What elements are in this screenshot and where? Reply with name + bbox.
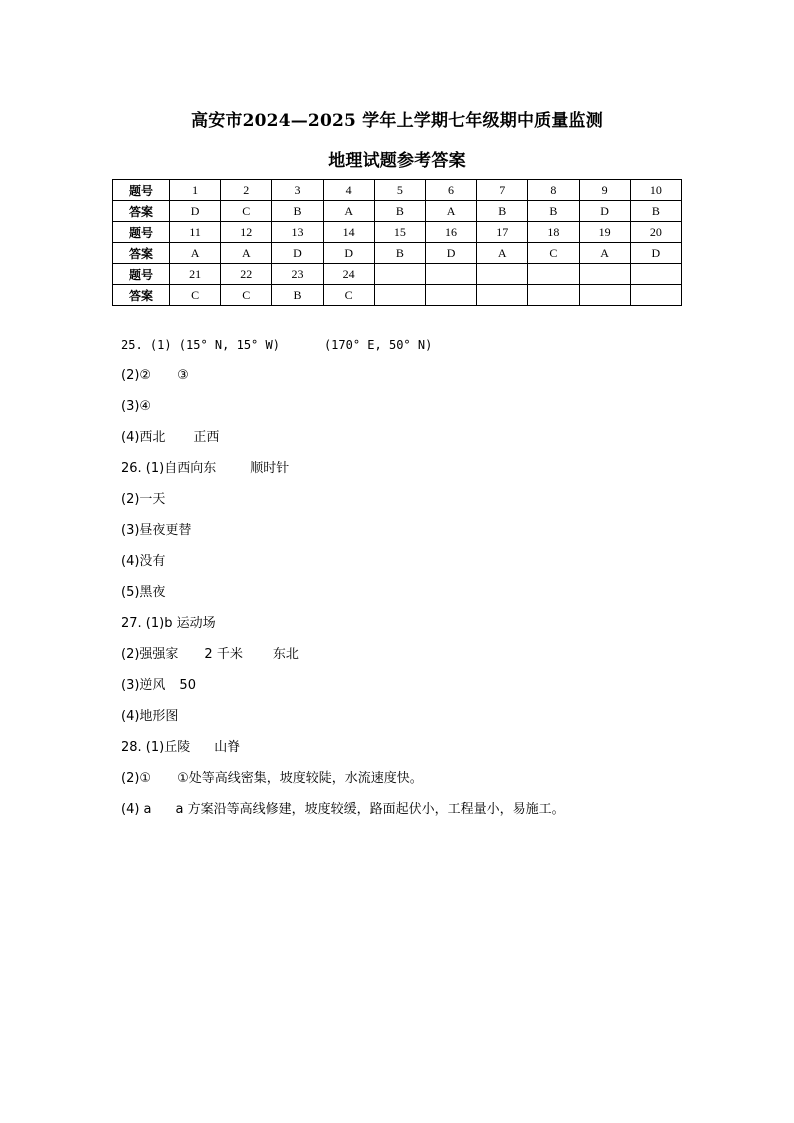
q27-part2-b: 2 千米	[204, 647, 243, 662]
q27-part1	[121, 613, 565, 644]
table-row-header: 答案	[113, 243, 170, 264]
table-row-header: 题号	[113, 264, 170, 285]
page-title: 高安市2024—2025 学年上学期七年级期中质量监测	[191, 111, 603, 131]
table-cell	[579, 285, 630, 306]
table-cell: 16	[425, 222, 476, 243]
table-cell: C	[170, 285, 221, 306]
table-cell: D	[272, 243, 323, 264]
table-row	[113, 264, 682, 285]
q27-part3	[121, 675, 565, 706]
table-cell: 23	[272, 264, 323, 285]
q25-part4-a: (4)西北	[121, 430, 166, 445]
table-cell: B	[374, 243, 425, 264]
table-cell: A	[477, 243, 528, 264]
table-cell: 2	[221, 180, 272, 201]
table-row-header: 答案	[113, 285, 170, 306]
table-cell: 6	[425, 180, 476, 201]
q25-part3-text: (3)④	[121, 399, 152, 414]
table-cell: 19	[579, 222, 630, 243]
q28-part1-b: 山脊	[214, 740, 241, 755]
table-cell	[579, 264, 630, 285]
q28-part4-a: (4) a	[121, 802, 152, 817]
table-cell	[374, 285, 425, 306]
q28-part1-a: 28. (1)丘陵	[121, 740, 191, 755]
table-cell: 7	[477, 180, 528, 201]
table-cell	[425, 264, 476, 285]
q26-part5-text: (5)黑夜	[121, 585, 166, 600]
table-cell	[477, 285, 528, 306]
q28-part2-a: (2)①	[121, 771, 152, 786]
table-row	[113, 201, 682, 222]
table-cell: 11	[170, 222, 221, 243]
q28-part1	[121, 737, 565, 768]
q26-part2-text: (2)一天	[121, 492, 166, 507]
q25-part1-b: (170° E, 50° N)	[323, 338, 433, 352]
q26-part4	[121, 551, 565, 582]
table-cell	[630, 264, 681, 285]
table-cell: B	[477, 201, 528, 222]
table-cell: A	[170, 243, 221, 264]
q25-part1	[121, 334, 565, 365]
table-cell: D	[323, 243, 374, 264]
q26-part5	[121, 582, 565, 613]
q28-part4	[121, 799, 565, 830]
q27-part2-a: (2)强强家	[121, 647, 179, 662]
table-row	[113, 285, 682, 306]
q26-part4-text: (4)没有	[121, 554, 166, 569]
table-cell: 24	[323, 264, 374, 285]
q28-part4-b: a 方案沿等高线修建，坡度较缓，路面起伏小，工程量小，易施工。	[175, 802, 565, 817]
table-row	[113, 180, 682, 201]
q26-part3	[121, 520, 565, 551]
q27-part4	[121, 706, 565, 737]
table-cell: C	[221, 201, 272, 222]
q25-part2-b: ③	[177, 368, 189, 383]
q27-part1-text: 27. (1)b 运动场	[121, 616, 216, 631]
answers-section	[121, 334, 565, 830]
table-cell: 8	[528, 180, 579, 201]
q25-part2-a: (2)②	[121, 368, 152, 383]
table-cell: B	[630, 201, 681, 222]
q25-part3	[121, 396, 565, 427]
table-cell	[630, 285, 681, 306]
table-cell: 13	[272, 222, 323, 243]
table-cell: 15	[374, 222, 425, 243]
table-cell	[374, 264, 425, 285]
table-cell: B	[272, 285, 323, 306]
table-cell: 5	[374, 180, 425, 201]
table-cell: 22	[221, 264, 272, 285]
q26-part1-b: 顺时针	[250, 461, 290, 476]
table-cell: B	[528, 201, 579, 222]
q26-part3-text: (3)昼夜更替	[121, 523, 192, 538]
table-cell: 21	[170, 264, 221, 285]
table-cell: 10	[630, 180, 681, 201]
q27-part2-c: 东北	[272, 647, 299, 662]
table-cell: B	[272, 201, 323, 222]
table-row	[113, 243, 682, 264]
q25-part2	[121, 365, 565, 396]
table-row-header: 答案	[113, 201, 170, 222]
q25-part4-b: 正西	[193, 430, 220, 445]
table-cell: A	[323, 201, 374, 222]
q28-part2-b: ①处等高线密集，坡度较陡，水流速度快。	[177, 771, 423, 786]
table-cell: 17	[477, 222, 528, 243]
table-cell: D	[579, 201, 630, 222]
table-cell: 4	[323, 180, 374, 201]
table-row-header: 题号	[113, 180, 170, 201]
table-cell: 3	[272, 180, 323, 201]
table-cell: 12	[221, 222, 272, 243]
table-cell	[528, 285, 579, 306]
page-subtitle: 地理试题参考答案	[328, 151, 466, 171]
q27-part4-text: (4)地形图	[121, 709, 179, 724]
table-cell: C	[323, 285, 374, 306]
q26-part1-a: 26. (1)自西向东	[121, 461, 217, 476]
table-cell: A	[221, 243, 272, 264]
table-cell: B	[374, 201, 425, 222]
q27-part2	[121, 644, 565, 675]
table-cell: 20	[630, 222, 681, 243]
table-row	[113, 222, 682, 243]
table-cell: 9	[579, 180, 630, 201]
table-cell: C	[221, 285, 272, 306]
q28-part2	[121, 768, 565, 799]
table-cell: A	[425, 201, 476, 222]
table-cell: 18	[528, 222, 579, 243]
table-cell: D	[425, 243, 476, 264]
table-cell: 14	[323, 222, 374, 243]
table-row-header: 题号	[113, 222, 170, 243]
answer-table	[112, 179, 682, 306]
table-cell: D	[630, 243, 681, 264]
q27-part3-b: 50	[179, 678, 196, 693]
table-cell	[528, 264, 579, 285]
q26-part1	[121, 458, 565, 489]
table-cell: D	[170, 201, 221, 222]
q27-part3-a: (3)逆风	[121, 678, 166, 693]
table-cell	[425, 285, 476, 306]
q25-part4	[121, 427, 565, 458]
table-cell: C	[528, 243, 579, 264]
q26-part2	[121, 489, 565, 520]
q25-part1-a: 25. (1) (15° N, 15° W)	[121, 338, 280, 352]
table-cell	[477, 264, 528, 285]
answer-table-body	[113, 180, 682, 306]
table-cell: A	[579, 243, 630, 264]
table-cell: 1	[170, 180, 221, 201]
